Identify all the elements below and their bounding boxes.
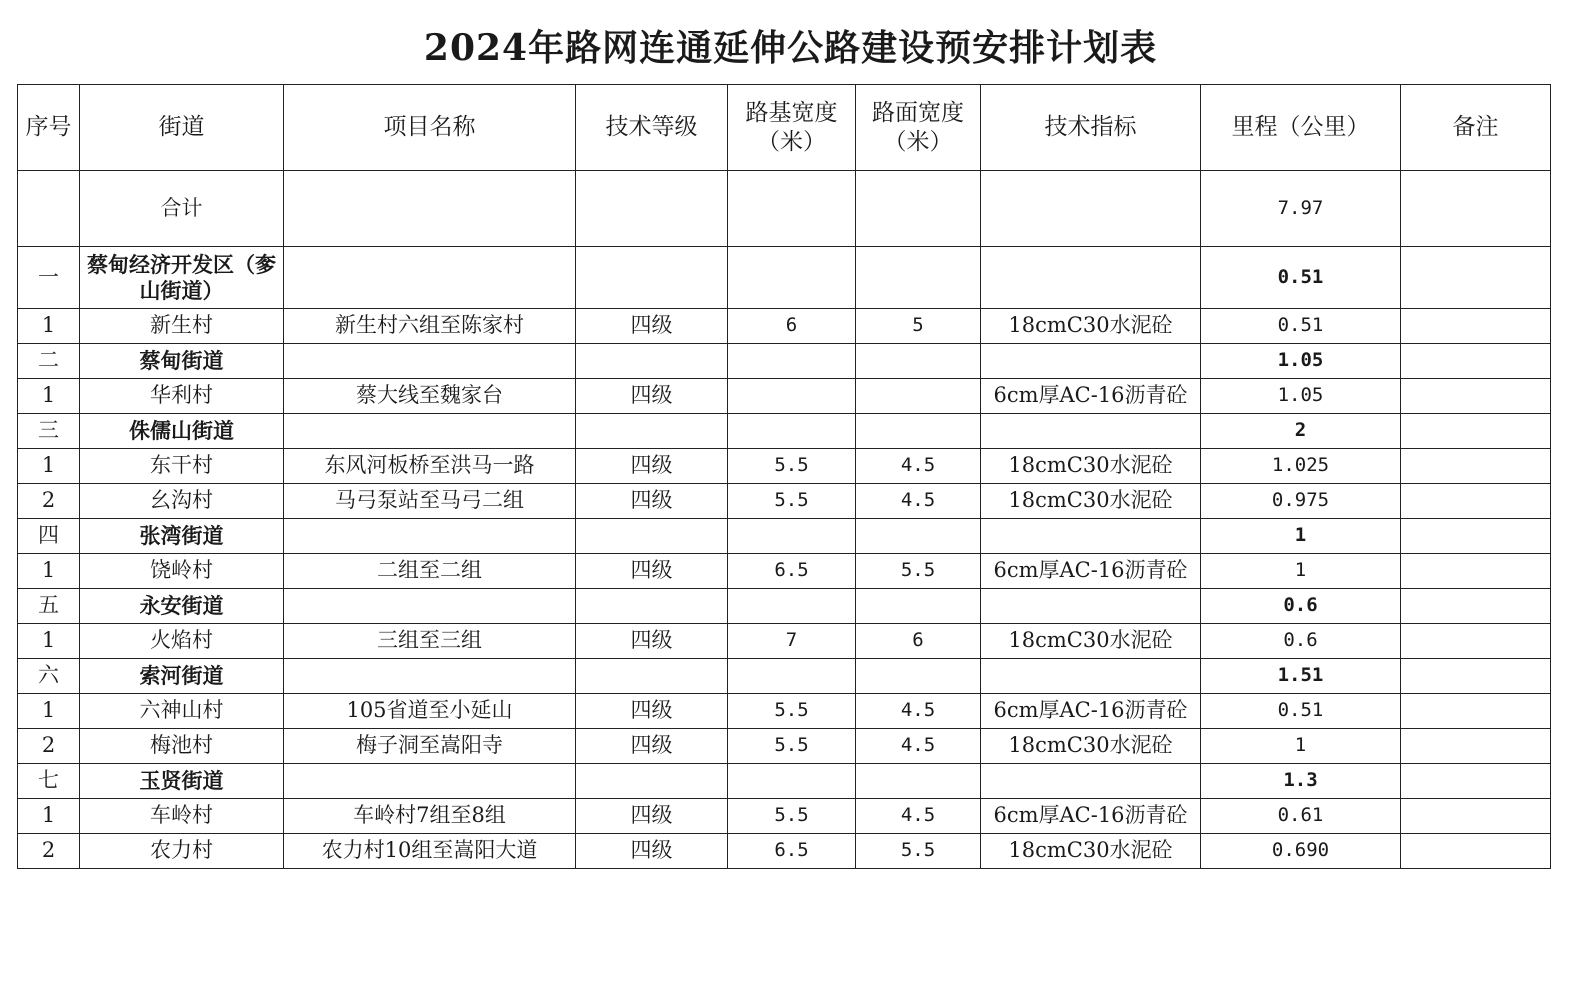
- cell-remark: [1401, 624, 1551, 659]
- cell-spec: 18cmC30水泥砼: [981, 484, 1201, 519]
- section-project: [284, 414, 576, 449]
- section-spec: [981, 764, 1201, 799]
- cell-project: 梅子洞至嵩阳寺: [284, 729, 576, 764]
- section-remark: [1401, 764, 1551, 799]
- cell-remark: [1401, 484, 1551, 519]
- cell-street: 火焰村: [80, 624, 284, 659]
- section-row: [18, 519, 1551, 554]
- section-surface: [856, 344, 981, 379]
- cell-mileage: 0.975: [1201, 484, 1401, 519]
- section-seq: 一: [18, 247, 80, 309]
- cell-grade: 四级: [576, 799, 728, 834]
- total-remark: [1401, 171, 1551, 247]
- cell-spec: 6cm厚AC-16沥青砼: [981, 694, 1201, 729]
- cell-surface: [856, 379, 981, 414]
- cell-surface: 4.5: [856, 449, 981, 484]
- cell-remark: [1401, 694, 1551, 729]
- cell-mileage: 0.51: [1201, 309, 1401, 344]
- section-project: [284, 344, 576, 379]
- section-name: 蔡甸街道: [80, 344, 284, 379]
- section-seq: 七: [18, 764, 80, 799]
- cell-seq: 1: [18, 449, 80, 484]
- table-row: [18, 799, 1551, 834]
- table-row: [18, 694, 1551, 729]
- cell-street: 幺沟村: [80, 484, 284, 519]
- cell-base: 6.5: [728, 834, 856, 869]
- section-remark: [1401, 414, 1551, 449]
- section-surface: [856, 659, 981, 694]
- table-row: [18, 624, 1551, 659]
- total-grade: [576, 171, 728, 247]
- cell-street: 梅池村: [80, 729, 284, 764]
- cell-street: 农力村: [80, 834, 284, 869]
- section-surface: [856, 589, 981, 624]
- section-base: [728, 659, 856, 694]
- header-base-width: 路基宽度（米）: [728, 85, 856, 171]
- cell-seq: 1: [18, 624, 80, 659]
- total-surface: [856, 171, 981, 247]
- cell-spec: 18cmC30水泥砼: [981, 309, 1201, 344]
- cell-surface: 4.5: [856, 694, 981, 729]
- cell-base: 5.5: [728, 694, 856, 729]
- section-seq: 二: [18, 344, 80, 379]
- cell-mileage: 1.05: [1201, 379, 1401, 414]
- section-remark: [1401, 589, 1551, 624]
- section-row: [18, 659, 1551, 694]
- cell-spec: 18cmC30水泥砼: [981, 834, 1201, 869]
- cell-base: 6.5: [728, 554, 856, 589]
- section-seq: 六: [18, 659, 80, 694]
- header-grade: 技术等级: [576, 85, 728, 171]
- cell-base: [728, 379, 856, 414]
- cell-spec: 6cm厚AC-16沥青砼: [981, 554, 1201, 589]
- cell-spec: 18cmC30水泥砼: [981, 624, 1201, 659]
- section-mileage: 0.6: [1201, 589, 1401, 624]
- table-row: [18, 309, 1551, 344]
- cell-grade: 四级: [576, 694, 728, 729]
- cell-project: 二组至二组: [284, 554, 576, 589]
- cell-seq: 1: [18, 799, 80, 834]
- cell-mileage: 1: [1201, 554, 1401, 589]
- cell-seq: 1: [18, 379, 80, 414]
- section-base: [728, 344, 856, 379]
- cell-base: 5.5: [728, 449, 856, 484]
- cell-grade: 四级: [576, 554, 728, 589]
- cell-seq: 1: [18, 694, 80, 729]
- section-name: 玉贤街道: [80, 764, 284, 799]
- section-spec: [981, 414, 1201, 449]
- section-name: 永安街道: [80, 589, 284, 624]
- section-base: [728, 764, 856, 799]
- cell-spec: 18cmC30水泥砼: [981, 729, 1201, 764]
- section-remark: [1401, 247, 1551, 309]
- section-grade: [576, 764, 728, 799]
- section-seq: 四: [18, 519, 80, 554]
- cell-grade: 四级: [576, 449, 728, 484]
- cell-mileage: 0.690: [1201, 834, 1401, 869]
- cell-base: 5.5: [728, 729, 856, 764]
- cell-project: 105省道至小延山: [284, 694, 576, 729]
- cell-project: 农力村10组至嵩阳大道: [284, 834, 576, 869]
- section-row: [18, 589, 1551, 624]
- table-row: [18, 484, 1551, 519]
- cell-base: 7: [728, 624, 856, 659]
- cell-remark: [1401, 729, 1551, 764]
- cell-grade: 四级: [576, 834, 728, 869]
- section-project: [284, 589, 576, 624]
- section-row: [18, 414, 1551, 449]
- cell-base: 5.5: [728, 484, 856, 519]
- total-row: [18, 171, 1551, 247]
- cell-spec: 6cm厚AC-16沥青砼: [981, 799, 1201, 834]
- section-project: [284, 659, 576, 694]
- cell-grade: 四级: [576, 729, 728, 764]
- total-mileage: 7.97: [1201, 171, 1401, 247]
- cell-street: 饶岭村: [80, 554, 284, 589]
- section-row: [18, 247, 1551, 309]
- cell-surface: 6: [856, 624, 981, 659]
- section-remark: [1401, 344, 1551, 379]
- table-row: [18, 834, 1551, 869]
- cell-surface: 5.5: [856, 834, 981, 869]
- header-remark: 备注: [1401, 85, 1551, 171]
- cell-grade: 四级: [576, 309, 728, 344]
- cell-project: 车岭村7组至8组: [284, 799, 576, 834]
- cell-spec: 6cm厚AC-16沥青砼: [981, 379, 1201, 414]
- section-row: [18, 344, 1551, 379]
- section-seq: 五: [18, 589, 80, 624]
- cell-project: 马弓泵站至马弓二组: [284, 484, 576, 519]
- header-mileage: 里程（公里）: [1201, 85, 1401, 171]
- cell-project: 三组至三组: [284, 624, 576, 659]
- cell-remark: [1401, 309, 1551, 344]
- section-base: [728, 519, 856, 554]
- cell-grade: 四级: [576, 624, 728, 659]
- cell-remark: [1401, 834, 1551, 869]
- cell-mileage: 0.6: [1201, 624, 1401, 659]
- section-name: 侏儒山街道: [80, 414, 284, 449]
- total-label: 合计: [80, 171, 284, 247]
- cell-project: 蔡大线至魏家台: [284, 379, 576, 414]
- section-spec: [981, 589, 1201, 624]
- cell-surface: 5: [856, 309, 981, 344]
- section-remark: [1401, 659, 1551, 694]
- total-seq: [18, 171, 80, 247]
- cell-project: 新生村六组至陈家村: [284, 309, 576, 344]
- cell-street: 东干村: [80, 449, 284, 484]
- section-spec: [981, 344, 1201, 379]
- section-mileage: 2: [1201, 414, 1401, 449]
- section-spec: [981, 247, 1201, 309]
- cell-remark: [1401, 799, 1551, 834]
- section-mileage: 1.05: [1201, 344, 1401, 379]
- section-surface: [856, 519, 981, 554]
- total-spec: [981, 171, 1201, 247]
- cell-remark: [1401, 449, 1551, 484]
- header-row: [18, 85, 1551, 171]
- header-street: 街道: [80, 85, 284, 171]
- cell-seq: 2: [18, 484, 80, 519]
- cell-mileage: 0.51: [1201, 694, 1401, 729]
- section-mileage: 0.51: [1201, 247, 1401, 309]
- section-surface: [856, 247, 981, 309]
- cell-project: 东风河板桥至洪马一路: [284, 449, 576, 484]
- section-grade: [576, 519, 728, 554]
- section-name: 张湾街道: [80, 519, 284, 554]
- section-base: [728, 247, 856, 309]
- table-row: [18, 449, 1551, 484]
- cell-mileage: 1.025: [1201, 449, 1401, 484]
- cell-seq: 1: [18, 554, 80, 589]
- section-base: [728, 589, 856, 624]
- cell-street: 六神山村: [80, 694, 284, 729]
- section-grade: [576, 659, 728, 694]
- cell-surface: 4.5: [856, 799, 981, 834]
- cell-surface: 4.5: [856, 484, 981, 519]
- cell-remark: [1401, 379, 1551, 414]
- section-surface: [856, 764, 981, 799]
- section-project: [284, 247, 576, 309]
- section-grade: [576, 589, 728, 624]
- section-row: [18, 764, 1551, 799]
- cell-seq: 1: [18, 309, 80, 344]
- cell-base: 5.5: [728, 799, 856, 834]
- section-surface: [856, 414, 981, 449]
- cell-remark: [1401, 554, 1551, 589]
- page-title: 2024年路网连通延伸公路建设预安排计划表: [423, 27, 1158, 69]
- section-project: [284, 764, 576, 799]
- section-name: 蔡甸经济开发区（奓山街道）: [80, 247, 284, 309]
- cell-surface: 5.5: [856, 554, 981, 589]
- section-mileage: 1.3: [1201, 764, 1401, 799]
- header-seq: 序号: [18, 85, 80, 171]
- cell-street: 新生村: [80, 309, 284, 344]
- cell-spec: 18cmC30水泥砼: [981, 449, 1201, 484]
- section-mileage: 1.51: [1201, 659, 1401, 694]
- section-spec: [981, 659, 1201, 694]
- header-project: 项目名称: [284, 85, 576, 171]
- total-project: [284, 171, 576, 247]
- total-base: [728, 171, 856, 247]
- cell-mileage: 1: [1201, 729, 1401, 764]
- section-mileage: 1: [1201, 519, 1401, 554]
- table-row: [18, 379, 1551, 414]
- cell-base: 6: [728, 309, 856, 344]
- section-remark: [1401, 519, 1551, 554]
- header-surface-width: 路面宽度（米）: [856, 85, 981, 171]
- cell-seq: 2: [18, 834, 80, 869]
- section-seq: 三: [18, 414, 80, 449]
- cell-grade: 四级: [576, 484, 728, 519]
- section-grade: [576, 414, 728, 449]
- plan-table: [17, 84, 1551, 869]
- cell-surface: 4.5: [856, 729, 981, 764]
- cell-mileage: 0.61: [1201, 799, 1401, 834]
- section-grade: [576, 344, 728, 379]
- cell-grade: 四级: [576, 379, 728, 414]
- cell-street: 华利村: [80, 379, 284, 414]
- header-spec: 技术指标: [981, 85, 1201, 171]
- section-base: [728, 414, 856, 449]
- table-row: [18, 554, 1551, 589]
- table-row: [18, 729, 1551, 764]
- section-spec: [981, 519, 1201, 554]
- section-grade: [576, 247, 728, 309]
- cell-seq: 2: [18, 729, 80, 764]
- section-name: 索河街道: [80, 659, 284, 694]
- section-project: [284, 519, 576, 554]
- cell-street: 车岭村: [80, 799, 284, 834]
